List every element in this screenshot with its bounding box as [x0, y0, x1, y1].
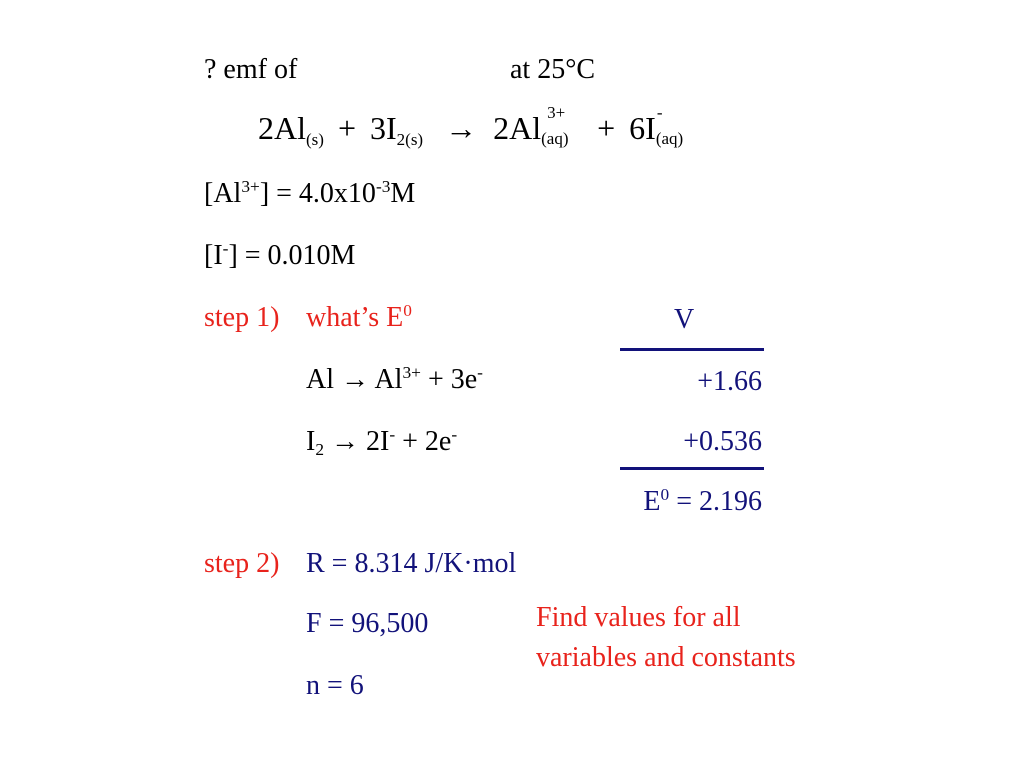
- product-aluminum-charge: 3+: [547, 103, 566, 122]
- product-iodide: 6I: [629, 110, 656, 146]
- instruction-note: [536, 598, 796, 678]
- product-iodide-charge: -: [656, 103, 663, 122]
- potential-total: $E^0 = 2.196$: [643, 485, 762, 517]
- iodide-concentration: [I-] = 0.010M: [204, 239, 356, 271]
- reactant-iodine-subscript: 2(s): [396, 130, 424, 149]
- step1-label: step 1): [204, 302, 280, 333]
- potential-sum-rule: [620, 467, 764, 470]
- potential-unit: V: [674, 304, 695, 335]
- electrons-transferred: n = 6: [306, 670, 364, 701]
- heading-right: at 25°C: [510, 54, 596, 85]
- product-aluminum-state: (aq): [541, 129, 569, 148]
- reactant-iodine: 3I: [370, 110, 397, 146]
- step2-label: step 2): [204, 548, 280, 579]
- product-iodide-state: (aq): [655, 129, 684, 148]
- instruction-note-line1: Find values for all: [536, 602, 741, 633]
- arrow-icon: →: [445, 110, 478, 146]
- reactant-aluminum-state: (s): [306, 130, 324, 149]
- plus-sign: +: [597, 110, 616, 146]
- half-reaction-aluminum: $Al \to Al^{3+} + 3e^-$: [306, 363, 483, 395]
- faraday-constant: F = 96,500: [306, 608, 429, 639]
- reactant-aluminum: 2Al: [258, 110, 306, 146]
- step1-question: what’s $E^0$: [306, 301, 412, 333]
- plus-sign: +: [337, 110, 356, 146]
- potential-value-aluminum: +1.66: [697, 366, 762, 397]
- half-reaction-iodine: $I_2 \to 2I^- + 2e^-$: [306, 425, 458, 460]
- potential-value-iodine: +0.536: [683, 426, 762, 457]
- potential-top-rule: [620, 348, 764, 351]
- aluminum-concentration: $[Al^{3+}] = 4.0x10^{-3}M$: [204, 177, 416, 209]
- gas-constant: R = 8.314 J/K·mol: [306, 548, 517, 579]
- product-aluminum: 2Al: [493, 110, 542, 146]
- reaction-equation: [258, 103, 694, 152]
- heading-left: ? emf of: [204, 54, 298, 85]
- instruction-note-line2: variables and constants: [536, 642, 796, 673]
